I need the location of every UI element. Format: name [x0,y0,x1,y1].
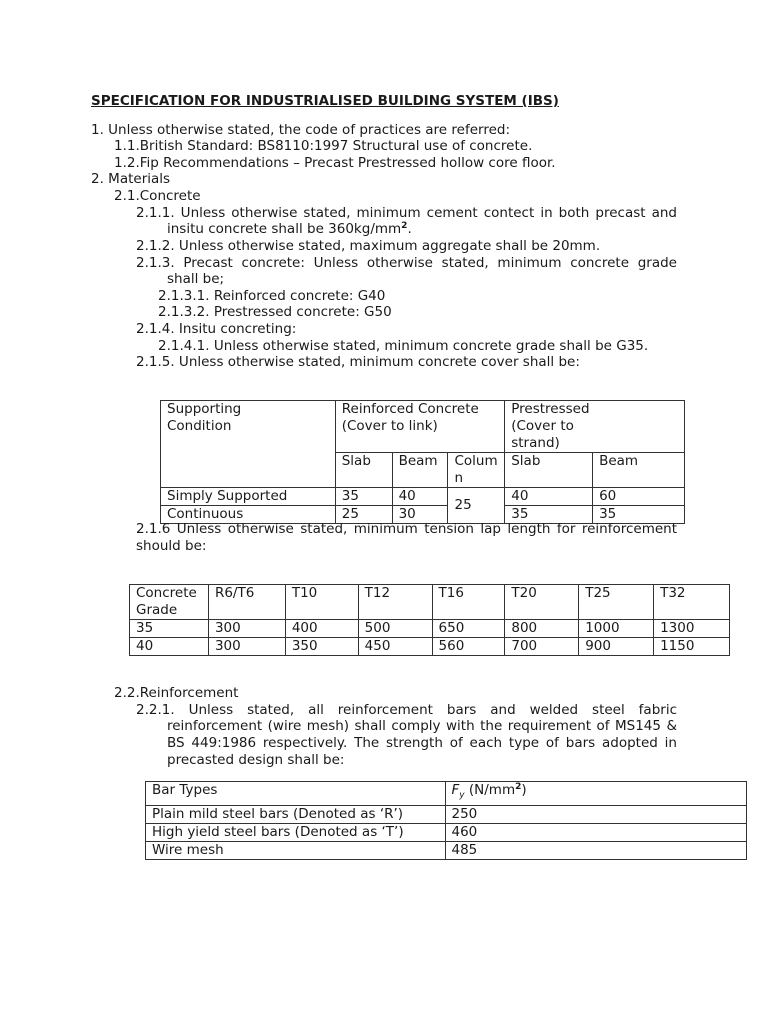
subheader-beam: Beam [392,453,448,488]
item-2-1-3-line-1: 2.1.3. Precast concrete: Unless otherwise stated, minimum concrete grade [136,255,677,271]
cell-value: 1000 [579,620,654,638]
subheader-column: Column [448,453,505,488]
table-row [146,823,747,841]
cell-value: 300 [208,620,285,638]
fy-close: ) [521,782,527,798]
header-t20: T20 [505,585,579,620]
item-2-2-1-line-3: BS 449:1986 respectively. The strength of each type of bars adopted in [167,735,677,751]
table-row [130,638,730,656]
cell-ps-beam: 60 [593,488,685,506]
item-2-1-heading: 2.1.Concrete [114,188,201,204]
fy-symbol [451,782,465,801]
cell-fy: 485 [445,841,747,859]
item-2-1-3-line-2: shall be; [167,271,225,287]
cell-bar-type: Plain mild steel bars (Denoted as ‘R’) [146,805,446,823]
cell-grade: 40 [130,638,209,656]
cell-value: 300 [208,638,285,656]
table-row [161,488,685,506]
section-2-heading: 2. Materials [91,171,171,187]
cell-grade: 35 [130,620,209,638]
cell-bar-type: High yield steel bars (Denoted as ‘T’) [146,823,446,841]
cell-fy: 460 [445,823,747,841]
cell-rc-beam: 30 [392,506,448,524]
table-row [161,401,685,453]
item-2-1-1-text: insitu concrete shall be 360kg/mm [167,221,402,237]
header-supporting-condition: Supporting Condition [161,401,336,488]
cell-rc-beam: 40 [392,488,448,506]
cell-rc-slab: 35 [335,488,392,506]
concrete-cover-table [160,400,685,524]
cell-value: 400 [285,620,358,638]
cell-value: 800 [505,620,579,638]
header-t10: T10 [285,585,358,620]
item-2-1-4-1: 2.1.4.1. Unless otherwise stated, minimum concrete grade shall be G35. [158,338,649,354]
item-2-1-6-line-1: 2.1.6 Unless otherwise stated, minimum tension lap length for reinforcement [136,521,677,537]
header-reinforced-concrete: Reinforced Concrete (Cover to link) [335,401,505,453]
table-row [130,585,730,620]
cell-value: 560 [432,638,505,656]
item-2-2-1-line-2: reinforcement (wire mesh) shall comply with the requirement of MS145 & [167,718,677,734]
section-1-heading: 1. Unless otherwise stated, the code of practices are referred: [91,122,511,138]
fy-unit: (N/mm [468,782,516,798]
bar-types-table [145,781,747,860]
fy-letter: F [451,782,460,798]
fy-subscript: y [459,790,465,801]
cell-value: 650 [432,620,505,638]
item-1-1: 1.1.British Standard: BS8110:1997 Structural use of concrete. [114,138,533,154]
item-2-1-6-line-2: should be: [136,538,207,554]
cell-bar-type: Wire mesh [146,841,446,859]
cell-fy: 250 [445,805,747,823]
item-2-1-4: 2.1.4. Insitu concreting: [136,321,297,337]
subheader-slab: Slab [505,453,593,488]
header-t32: T32 [654,585,730,620]
document-title: SPECIFICATION FOR INDUSTRIALISED BUILDING SYSTEM (IBS) [91,93,559,109]
item-2-1-3-2: 2.1.3.2. Prestressed concrete: G50 [158,304,392,320]
cell-ps-slab: 40 [505,488,593,506]
item-2-1-1-line-1: 2.1.1. Unless otherwise stated, minimum cement contect in both precast and [136,205,677,221]
header-bar-types: Bar Types [146,782,446,806]
table-row [146,841,747,859]
item-2-1-1-line-2 [167,221,412,238]
table-row [146,782,747,806]
cell-ps-beam: 35 [593,506,685,524]
table-row [146,805,747,823]
item-2-1-3-1: 2.1.3.1. Reinforced concrete: G40 [158,288,386,304]
subheader-slab: Slab [335,453,392,488]
item-2-2-heading: 2.2.Reinforcement [114,685,239,701]
cell-value: 350 [285,638,358,656]
cell-value: 700 [505,638,579,656]
header-concrete-grade: Concrete Grade [130,585,209,620]
subheader-beam: Beam [593,453,685,488]
cell-value: 900 [579,638,654,656]
item-2-2-1-line-4: precasted design shall be: [167,752,345,768]
cell-value: 450 [358,638,432,656]
cell-value: 1300 [654,620,730,638]
item-1-2: 1.2.Fip Recommendations – Precast Prestressed hollow core floor. [114,155,556,171]
header-prestressed: Prestressed (Cover to strand) [505,401,685,453]
cell-value: 500 [358,620,432,638]
lap-length-table [129,584,730,656]
cell-ps-slab: 35 [505,506,593,524]
period: . [407,221,412,237]
header-fy [445,782,747,806]
superscript: 2 [401,221,408,231]
cell-column: 25 [448,488,505,524]
cell-rc-slab: 25 [335,506,392,524]
header-t12: T12 [358,585,432,620]
item-2-1-2: 2.1.2. Unless otherwise stated, maximum aggregate shall be 20mm. [136,238,601,254]
table-row [130,620,730,638]
header-t16: T16 [432,585,505,620]
item-2-2-1-line-1: 2.2.1. Unless stated, all reinforcement bars and welded steel fabric [136,702,677,718]
cell-condition: Continuous [161,506,336,524]
header-r6-t6: R6/T6 [208,585,285,620]
cell-condition: Simply Supported [161,488,336,506]
fy-superscript: 2 [515,782,522,792]
cell-value: 1150 [654,638,730,656]
header-t25: T25 [579,585,654,620]
item-2-1-5: 2.1.5. Unless otherwise stated, minimum concrete cover shall be: [136,354,580,370]
